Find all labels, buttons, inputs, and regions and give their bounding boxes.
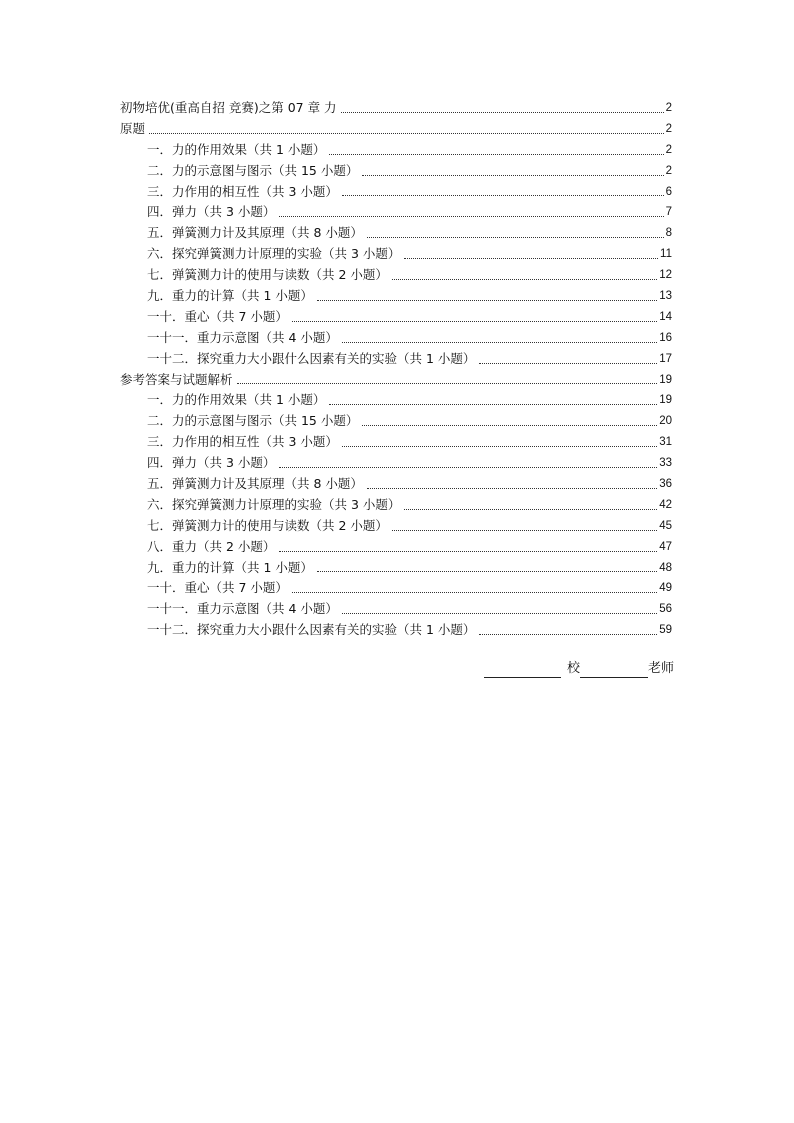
toc-entry-page: 7 xyxy=(665,206,672,219)
toc-entry-page: 2 xyxy=(665,143,672,156)
toc-entry-page: 49 xyxy=(659,582,672,595)
toc-entry-page: 42 xyxy=(659,498,672,511)
toc-entry-title: 一十．重心（共 7 小题） xyxy=(147,580,288,596)
toc-entry-title: 一．力的作用效果（共 1 小题） xyxy=(147,392,326,408)
toc-entry[interactable] xyxy=(120,411,672,432)
toc-entry[interactable] xyxy=(120,244,672,265)
toc-dot-leader xyxy=(149,132,664,134)
toc-entry-page: 2 xyxy=(665,164,672,177)
toc-dot-leader xyxy=(279,550,657,552)
toc-entry[interactable] xyxy=(120,432,672,453)
toc-entry-page: 2 xyxy=(665,122,672,135)
toc-entry-page: 31 xyxy=(659,436,672,449)
toc-entry-title: 一．力的作用效果（共 1 小题） xyxy=(147,141,326,157)
toc-entry-title: 九．重力的计算（共 1 小题） xyxy=(147,559,313,575)
toc-entry[interactable] xyxy=(120,182,672,203)
toc-dot-leader xyxy=(404,257,658,259)
toc-dot-leader xyxy=(479,362,657,364)
toc-entry-page: 17 xyxy=(659,352,672,365)
toc-entry[interactable] xyxy=(120,202,672,223)
toc-entry-title: 五．弹簧测力计及其原理（共 8 小题） xyxy=(147,225,363,241)
toc-entry-page: 48 xyxy=(659,561,672,574)
toc-entry-page: 47 xyxy=(659,540,672,553)
toc-entry-title: 一十一．重力示意图（共 4 小题） xyxy=(147,329,338,345)
toc-entry-title: 七．弹簧测力计的使用与读数（共 2 小题） xyxy=(147,517,388,533)
toc-entry-title: 八．重力（共 2 小题） xyxy=(147,538,276,554)
toc-entry[interactable] xyxy=(120,516,672,537)
toc-entry[interactable] xyxy=(120,140,672,161)
toc-dot-leader xyxy=(317,299,657,301)
toc-entry-page: 33 xyxy=(659,457,672,470)
toc-dot-leader xyxy=(367,236,664,238)
toc-dot-leader xyxy=(237,382,658,384)
teacher-label: 老师 xyxy=(647,661,674,676)
toc-entry-page: 6 xyxy=(665,185,672,198)
toc-entry-title: 一十．重心（共 7 小题） xyxy=(147,308,288,324)
toc-entry-page: 19 xyxy=(659,394,672,407)
signature-line xyxy=(484,660,674,678)
toc-entry-title: 二．力的示意图与图示（共 15 小题） xyxy=(147,162,359,178)
toc-entry-title: 二．力的示意图与图示（共 15 小题） xyxy=(147,413,359,429)
toc-entry-page: 36 xyxy=(659,478,672,491)
toc-entry-title: 三．力作用的相互性（共 3 小题） xyxy=(147,434,338,450)
toc-entry-title: 一十二．探究重力大小跟什么因素有关的实验（共 1 小题） xyxy=(147,622,476,638)
toc-entry-title: 初物培优(重高自招 竞赛)之第 07 章 力 xyxy=(120,99,337,115)
toc-entry[interactable] xyxy=(120,537,672,558)
toc-dot-leader xyxy=(367,487,657,489)
toc-entry[interactable] xyxy=(120,495,672,516)
toc-dot-leader xyxy=(479,633,657,635)
toc-entry[interactable] xyxy=(120,328,672,349)
toc-entry-title: 五．弹簧测力计及其原理（共 8 小题） xyxy=(147,476,363,492)
toc-entry-page: 2 xyxy=(665,101,672,114)
toc-entry[interactable] xyxy=(120,620,672,641)
toc-entry[interactable] xyxy=(120,161,672,182)
toc-entry-page: 8 xyxy=(665,227,672,240)
toc-entry-page: 45 xyxy=(659,519,672,532)
toc-dot-leader xyxy=(342,445,657,447)
toc-entry-page: 13 xyxy=(659,290,672,302)
toc-entry[interactable] xyxy=(120,119,672,140)
toc-dot-leader xyxy=(329,153,663,155)
toc-entry-page: 16 xyxy=(659,331,672,344)
toc-entry-title: 四．弹力（共 3 小题） xyxy=(147,204,276,220)
table-of-contents xyxy=(120,98,672,641)
teacher-blank xyxy=(580,661,648,678)
toc-dot-leader xyxy=(404,508,657,510)
toc-dot-leader xyxy=(341,111,664,113)
toc-entry-page: 56 xyxy=(659,603,672,616)
toc-dot-leader xyxy=(342,612,657,614)
toc-entry-title: 三．力作用的相互性（共 3 小题） xyxy=(147,183,338,199)
toc-dot-leader xyxy=(329,403,657,405)
toc-entry[interactable] xyxy=(120,474,672,495)
toc-entry-page: 11 xyxy=(660,248,672,261)
toc-entry-page: 12 xyxy=(659,269,672,282)
toc-entry-title: 参考答案与试题解析 xyxy=(120,371,233,387)
toc-entry[interactable] xyxy=(120,453,672,474)
toc-entry[interactable] xyxy=(120,349,672,370)
toc-entry-title: 一十二．探究重力大小跟什么因素有关的实验（共 1 小题） xyxy=(147,350,476,366)
toc-dot-leader xyxy=(279,215,663,217)
toc-dot-leader xyxy=(362,424,657,426)
toc-entry-title: 六．探究弹簧测力计原理的实验（共 3 小题） xyxy=(147,496,401,512)
toc-entry[interactable] xyxy=(120,578,672,599)
school-blank xyxy=(484,661,561,678)
toc-entry-title: 四．弹力（共 3 小题） xyxy=(147,455,276,471)
toc-entry-title: 七．弹簧测力计的使用与读数（共 2 小题） xyxy=(147,267,388,283)
toc-entry[interactable] xyxy=(120,558,672,579)
toc-entry-title: 一十一．重力示意图（共 4 小题） xyxy=(147,601,338,617)
toc-entry-page: 59 xyxy=(659,624,672,637)
toc-dot-leader xyxy=(342,341,657,343)
toc-entry[interactable] xyxy=(120,390,672,411)
toc-dot-leader xyxy=(392,529,657,531)
toc-entry[interactable] xyxy=(120,98,672,119)
toc-dot-leader xyxy=(292,320,657,322)
toc-dot-leader xyxy=(342,194,664,196)
toc-entry[interactable] xyxy=(120,265,672,286)
toc-entry-page: 14 xyxy=(659,310,672,323)
toc-entry-title: 原题 xyxy=(120,120,146,136)
toc-entry[interactable] xyxy=(120,307,672,328)
school-label: 校 xyxy=(566,661,580,676)
toc-entry-title: 九．重力的计算（共 1 小题） xyxy=(147,288,313,303)
toc-entry[interactable] xyxy=(120,370,672,391)
toc-entry[interactable] xyxy=(120,599,672,620)
toc-dot-leader xyxy=(292,591,657,593)
toc-entry-title: 六．探究弹簧测力计原理的实验（共 3 小题） xyxy=(147,246,401,262)
toc-entry-page: 19 xyxy=(659,373,672,386)
toc-entry[interactable] xyxy=(120,223,672,244)
toc-dot-leader xyxy=(362,174,663,176)
toc-dot-leader xyxy=(279,466,657,468)
toc-dot-leader xyxy=(392,278,657,280)
toc-entry[interactable] xyxy=(120,286,672,307)
toc-entry-page: 20 xyxy=(659,415,672,428)
toc-dot-leader xyxy=(317,570,657,572)
